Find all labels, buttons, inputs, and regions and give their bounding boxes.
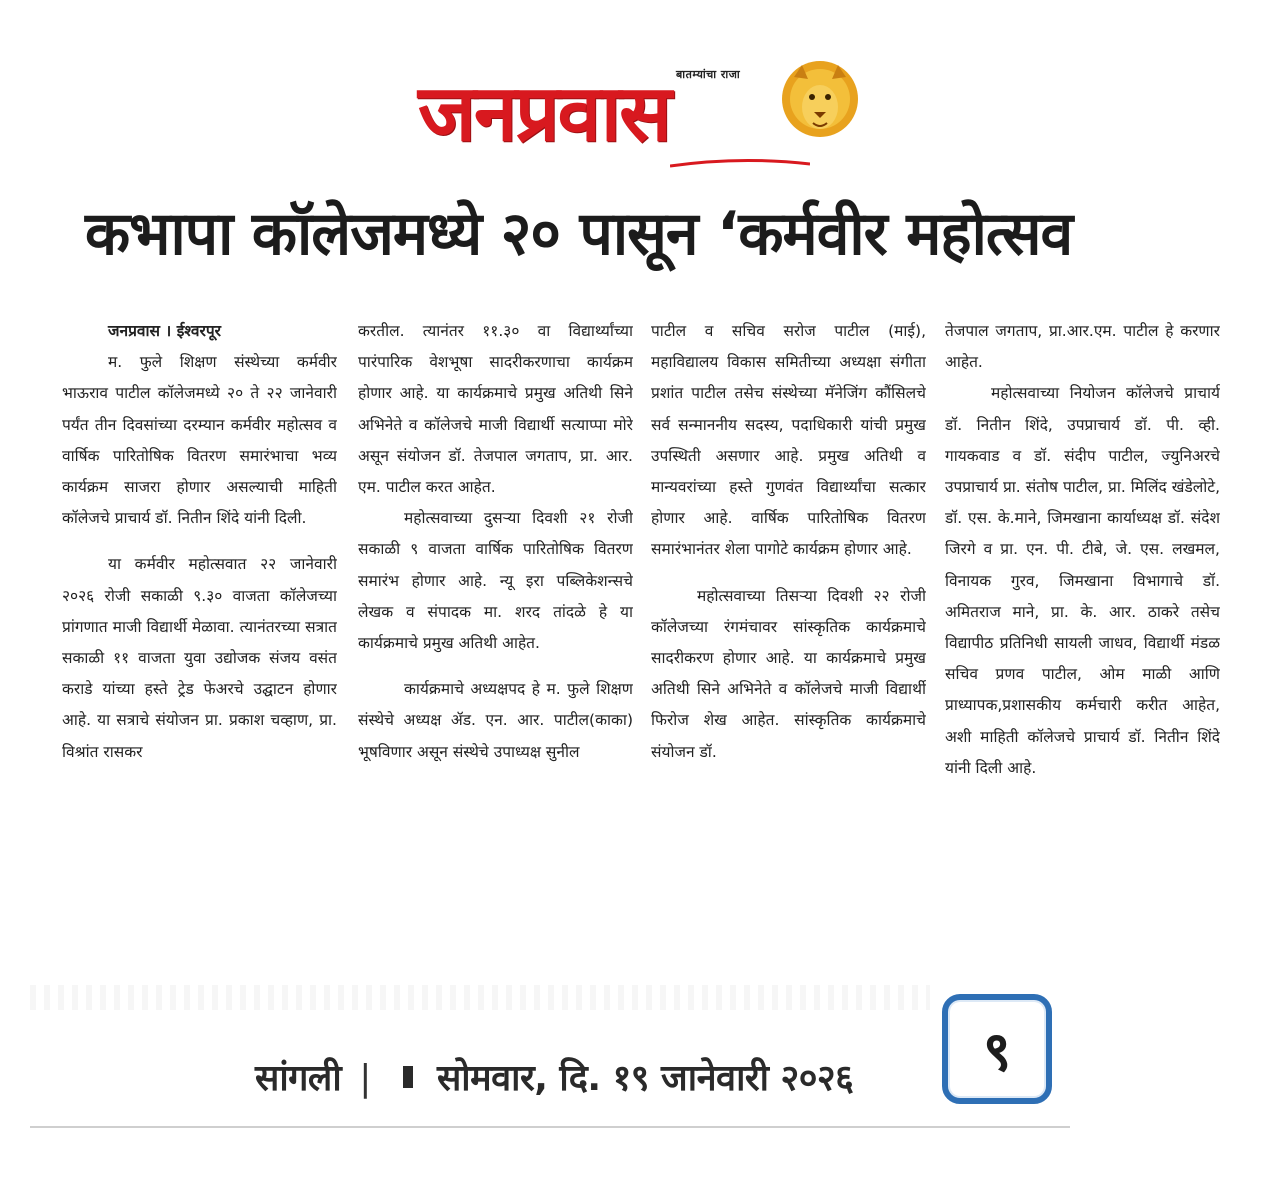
page-number-box <box>942 994 1052 1104</box>
footer-separator: | <box>359 1058 371 1099</box>
footer-square-icon <box>403 1066 413 1088</box>
page-number: ९ <box>982 1020 1012 1083</box>
footer-date: सोमवार, दि. १९ जानेवारी २०२६ <box>436 1058 854 1099</box>
paragraph: तेजपाल जगताप, प्रा.आर.एम. पाटील हे करणार आहेत. <box>945 322 1220 372</box>
brand-swoosh <box>670 158 810 168</box>
article-column-1 <box>62 316 337 916</box>
article-column-4 <box>945 316 1220 916</box>
article-column-3 <box>651 316 926 916</box>
article-headline: कभापा कॉलेजमध्ये २० पासून ‘कर्मवीर महोत्सव <box>85 199 1073 269</box>
article-column-2 <box>358 316 633 916</box>
paragraph: म. फुले शिक्षण संस्थेच्या कर्मवीर भाऊराव पाटील कॉलेजमध्ये २० ते २२ जानेवारी पर्यंत तीन दिवसांच्या दरम्यान कर्मवीर महोत्सव व वार्षिक पारितोषिक वितरण समारंभाचा भव्य कार्यक्रम साजरा होणार असल्याची माहिती कॉलेजचे प्राचार्य डॉ. नितीन शिंदे यांनी दिली. <box>62 353 337 528</box>
footer-divider <box>30 1126 1070 1128</box>
lion-head-icon <box>780 57 860 142</box>
paragraph: या कर्मवीर महोत्सवात २२ जानेवारी २०२६ रोजी सकाळी ९.३० वाजता कॉलेजच्या प्रांगणात माजी विद्यार्थी मेळावा. त्यानंतरच्या सत्रात सकाळी ११ वाजता युवा उद्योजक संजय वसंत कराडे यांच्या हस्ते ट्रेड फेअरचे उद्घाटन होणार आहे. या सत्राचे संयोजन प्रा. प्रकाश चव्हाण, प्रा. विश्रांत रासकर <box>62 555 337 761</box>
paragraph: कार्यक्रमाचे अध्यक्षपद हे म. फुले शिक्षण संस्थेचे अध्यक्ष ॲड. एन. आर. पाटील(काका) भूषविणार असून संस्थेचे उपाध्यक्ष सुनील <box>358 680 633 761</box>
footer-city: सांगली <box>255 1058 342 1099</box>
paragraph: महोत्सवाच्या दुसऱ्या दिवशी २१ रोजी सकाळी ९ वाजता वार्षिक पारितोषिक वितरण समारंभ होणार आहे. न्यू इरा पब्लिकेशन्सचे लेखक व संपादक मा. शरद तांदळे हे या कार्यक्रमाचे प्रमुख अतिथी आहेत. <box>358 509 633 653</box>
footer-texture <box>30 985 930 1010</box>
dateline: जनप्रवास । ईश्वरपूर <box>108 322 221 340</box>
masthead-tagline: बातम्यांचा राजा <box>676 68 741 81</box>
newspaper-brand: जनप्रवास <box>418 69 670 159</box>
paragraph: करतील. त्यानंतर ११.३० वा विद्यार्थ्यांच्या पारंपारिक वेशभूषा सादरीकरणाचा कार्यक्रम होणार आहे. या कार्यक्रमाचे प्रमुख अतिथी सिने अभिनेते व कॉलेजचे माजी विद्यार्थी सत्याप्पा मोरे असून संयोजन डॉ. तेजपाल जगताप, प्रा. आर. एम. पाटील करत आहेत. <box>358 322 633 497</box>
paragraph: महोत्सवाच्या नियोजन कॉलेजचे प्राचार्य डॉ. नितीन शिंदे, उपप्राचार्य डॉ. पी. व्ही. गायकवाड व डॉ. संदीप पाटील, ज्युनिअरचे उपप्राचार्य प्रा. संतोष पाटील, प्रा. मिलिंद खंडेलोटे, डॉ. एस. के.माने, जिमखाना कार्याध्यक्ष डॉ. संदेश जिरगे व प्रा. एन. पी. टीबे, जे. एस. लखमल, विनायक गुरव, जिमखाना विभागाचे डॉ. अमितराज माने, प्रा. के. आर. ठाकरे तसेच विद्यापीठ प्रतिनिधी सायली जाधव, विद्यार्थी मंडळ सचिव प्रणव पाटील, ओम माळी आणि प्राध्यापक,प्रशासकीय कर्मचारी करीत आहेत, अशी माहिती कॉलेजचे प्राचार्य डॉ. नितीन शिंदे यांनी दिली आहे. <box>945 384 1220 777</box>
paragraph: महोत्सवाच्या तिसऱ्या दिवशी २२ रोजी कॉलेजच्या रंगमंचावर सांस्कृतिक कार्यक्रमाचे सादरीकरण होणार आहे. या कार्यक्रमाचे प्रमुख अतिथी सिने अभिनेते व कॉलेजचे माजी विद्यार्थी फिरोज शेख आहेत. सांस्कृतिक कार्यक्रमाचे संयोजन डॉ. <box>651 586 926 761</box>
paragraph: पाटील व सचिव सरोज पाटील (माई), महाविद्यालय विकास समितीच्या अध्यक्षा संगीता प्रशांत पाटील तसेच संस्थेच्या मॅनेजिंग कौंसिलचे सर्व सन्माननीय सदस्य, पदाधिकारी यांची प्रमुख उपस्थिती असणार आहे. प्रमुख अतिथी व मान्यवरांच्या हस्ते गुणवंत विद्यार्थ्यांचा सत्कार होणार आहे. वार्षिक पारितोषिक वितरण समारंभानंतर शेला पागोटे कार्यक्रम होणार आहे. <box>651 322 926 559</box>
footer-folio <box>255 1052 853 1101</box>
masthead <box>410 55 860 180</box>
